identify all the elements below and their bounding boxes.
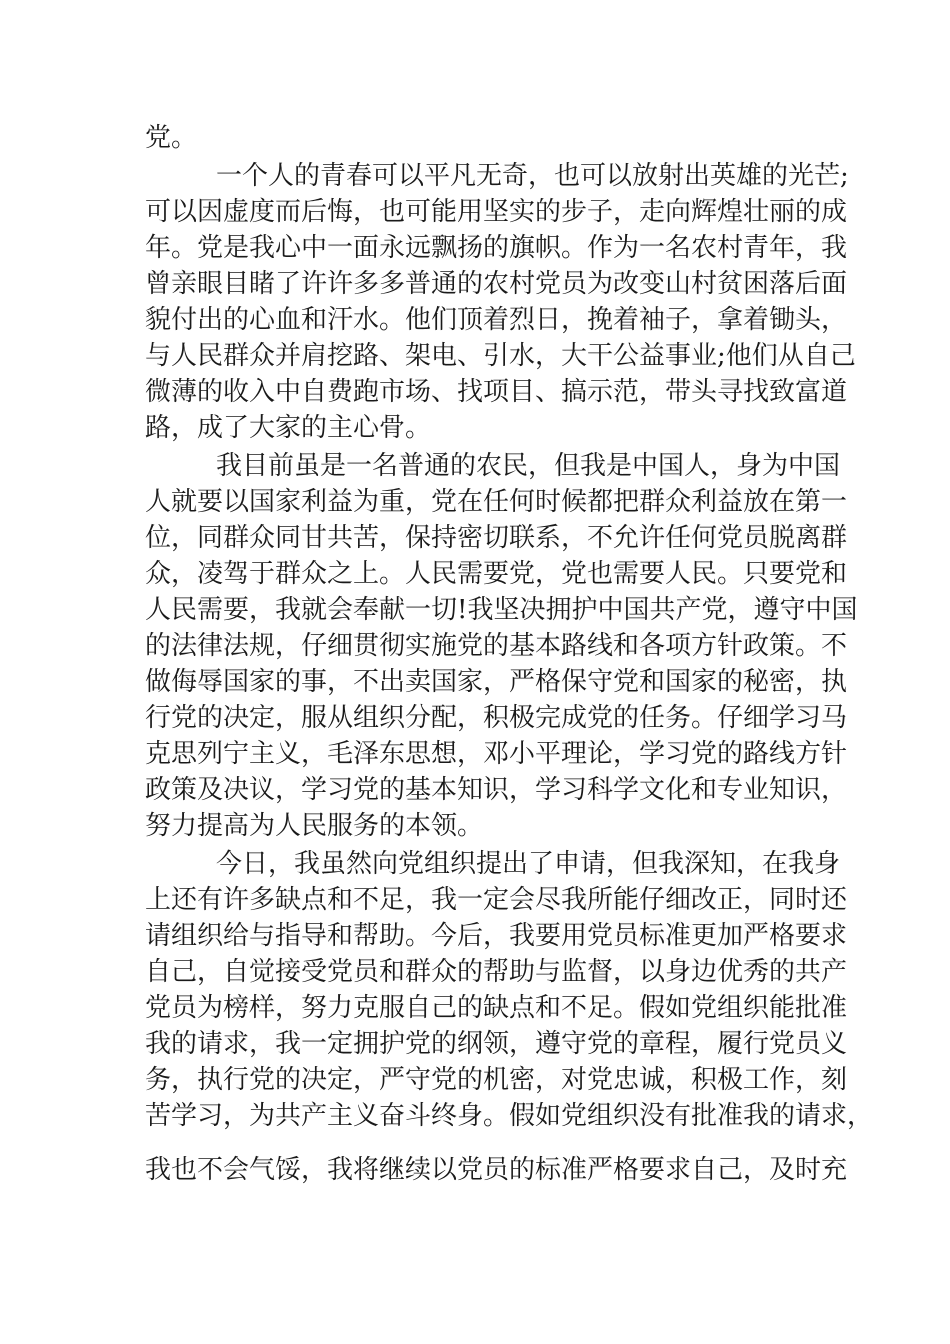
paragraph-2-line-8: 克思列宁主义，毛泽东思想，邓小平理论，学习党的路线方针 [145, 739, 848, 769]
paragraph-2-line-4: 人民需要，我就会奉献一切!我坚决拥护中国共产党，遵守中国 [145, 595, 858, 625]
paragraph-3-line-6: 务，执行党的决定，严守党的机密，对党忠诚，积极工作，刻 [145, 1065, 848, 1095]
paragraph-3-line-1: 上还有许多缺点和不足，我一定会尽我所能仔细改正，同时还 [145, 885, 848, 915]
paragraph-3-line-2: 请组织给与指导和帮助。今后，我要用党员标准更加严格要求 [145, 921, 848, 951]
paragraph-3-line-4: 党员为榜样，努力克服自己的缺点和不足。假如党组织能批准 [145, 993, 848, 1023]
paragraph-2-line-3: 众，凌驾于群众之上。人民需要党，党也需要人民。只要党和 [145, 559, 848, 589]
paragraph-1-line-2: 年。党是我心中一面永远飘扬的旗帜。作为一名农村青年，我 [145, 233, 848, 263]
paragraph-2-line-6: 做侮辱国家的事，不出卖国家，严格保守党和国家的秘密，执 [145, 667, 848, 697]
paragraph-1-line-7: 路，成了大家的主心骨。 [145, 413, 432, 443]
paragraph-2-line-1: 人就要以国家利益为重，党在任何时候都把群众利益放在第一 [145, 487, 848, 517]
paragraph-2-line-0: 我目前虽是一名普通的农民，但我是中国人，身为中国 [216, 451, 841, 481]
paragraph-3-line-0: 今日，我虽然向党组织提出了申请，但我深知，在我身 [216, 849, 841, 879]
paragraph-1-line-0: 一个人的青春可以平凡无奇，也可以放射出英雄的光芒; [216, 161, 849, 191]
paragraph-2-line-2: 位，同群众同甘共苦，保持密切联系，不允许任何党员脱离群 [145, 523, 848, 553]
paragraph-3-line-5: 我的请求，我一定拥护党的纲领，遵守党的章程，履行党员义 [145, 1029, 848, 1059]
paragraph-1-line-3: 曾亲眼目睹了许许多多普通的农村党员为改变山村贫困落后面 [145, 269, 848, 299]
paragraph-2-line-10: 努力提高为人民服务的本领。 [145, 811, 484, 841]
paragraph-3-line-7: 苦学习，为共产主义奋斗终身。假如党组织没有批准我的请求， [145, 1101, 874, 1131]
paragraph-1-line-1: 可以因虚度而后悔，也可能用坚实的步子，走向辉煌壮丽的成 [145, 197, 848, 227]
paragraph-2-line-5: 的法律法规，仔细贯彻实施党的基本路线和各项方针政策。不 [145, 631, 848, 661]
paragraph-2-line-7: 行党的决定，服从组织分配，积极完成党的任务。仔细学习马 [145, 703, 848, 733]
paragraph-2-line-9: 政策及决议，学习党的基本知识，学习科学文化和专业知识， [145, 775, 848, 805]
paragraph-1-line-5: 与人民群众并肩挖路、架电、引水，大干公益事业;他们从自己 [145, 341, 856, 371]
paragraph-3-line-8: 我也不会气馁，我将继续以党员的标准严格要求自己，及时充 [145, 1155, 848, 1185]
paragraph-1-line-4: 貌付出的心血和汗水。他们顶着烈日，挽着袖子，拿着锄头， [145, 305, 848, 335]
paragraph-0-line-0: 党。 [145, 123, 198, 153]
paragraph-1-line-6: 微薄的收入中自费跑市场、找项目、搞示范，带头寻找致富道 [145, 377, 848, 407]
paragraph-3-line-3: 自己，自觉接受党员和群众的帮助与监督，以身边优秀的共产 [145, 957, 848, 987]
